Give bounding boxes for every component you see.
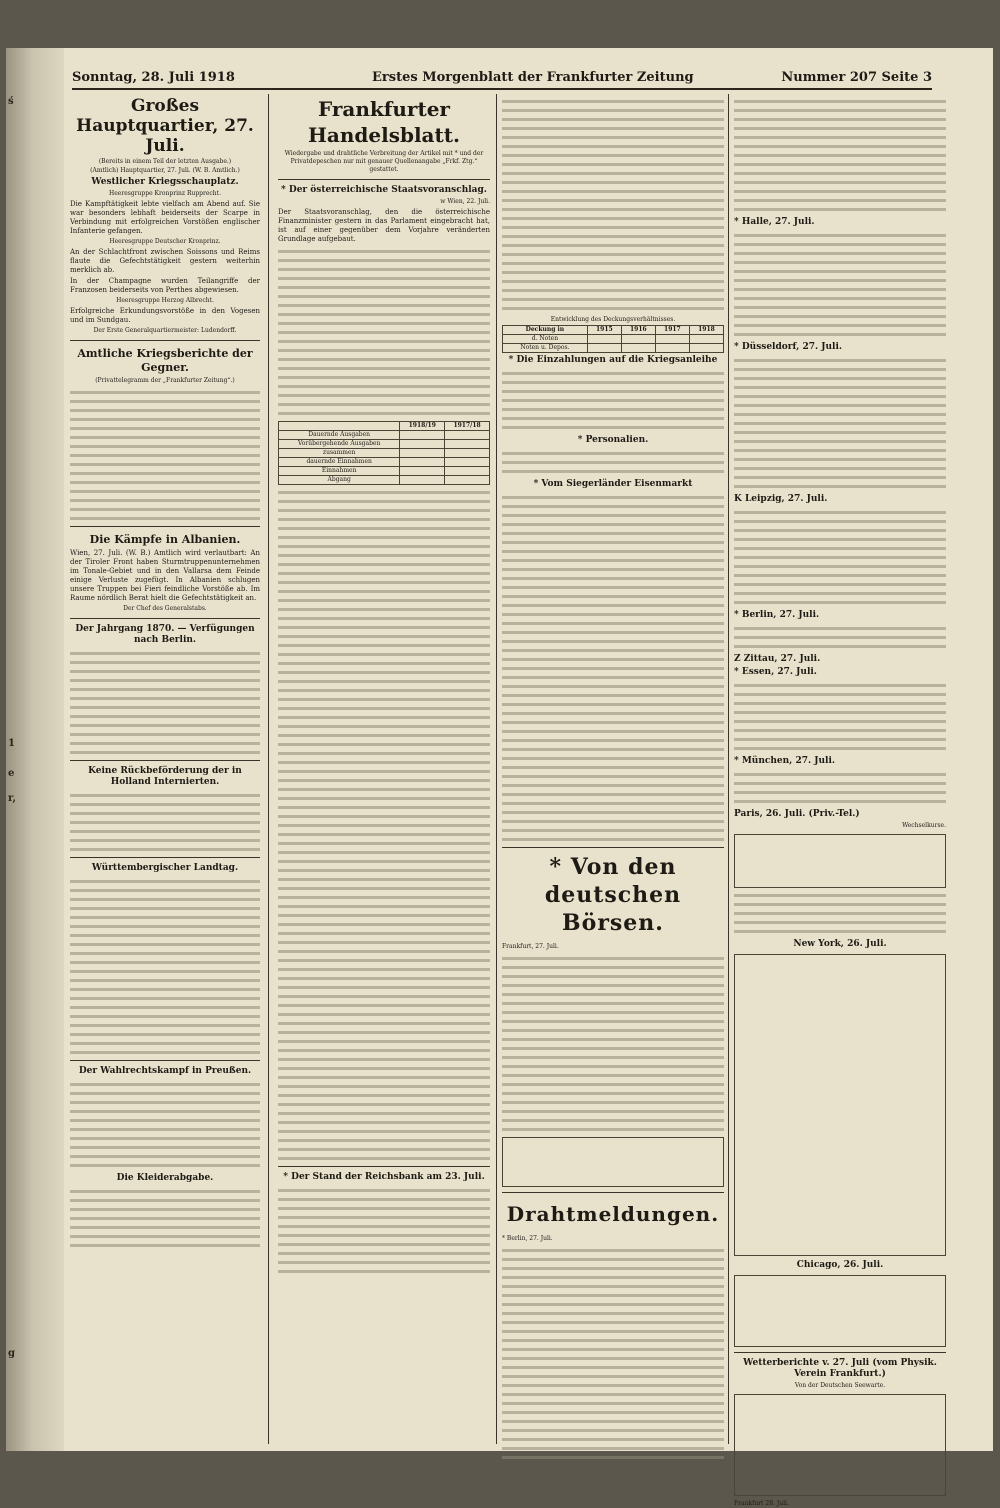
heading-berlin: * Berlin, 27. Juli.	[734, 610, 820, 620]
column-rule	[496, 94, 497, 1444]
signature: Der Erste Generalquartiermeister: Ludendorff.	[93, 327, 237, 334]
divider	[502, 847, 724, 848]
header-rule	[72, 88, 932, 90]
heading-holland: Keine Rückbeförderung der in Holland Internierten.	[88, 766, 242, 787]
table-row: Dauernde Ausgaben	[279, 431, 490, 440]
divider	[734, 1352, 946, 1353]
column-rule	[728, 94, 729, 1444]
report-paragraph: Die Kampftätigkeit lebte vielfach am Abend auf. Sie war besonders lebhaft beiderseits der Scarpe in Verbindung mit erfolgreichen Vorstößen englischer Infanterie gefangen.	[70, 200, 260, 235]
report-paragraph: Erfolgreiche Erkundungsvorstöße in den Vogesen und im Sundgau.	[70, 307, 260, 324]
divider	[70, 618, 260, 619]
text-block	[734, 684, 946, 750]
weather-table	[734, 1394, 946, 1496]
divider	[278, 179, 490, 180]
divider	[70, 526, 260, 527]
heading-newyork: New York, 26. Juli.	[793, 939, 887, 949]
article-paragraph: Der Staatsvoranschlag, den die österreichische Finanzminister gestern in das Parlament eingebracht hat, ist auf einer gegenüber dem Vorjahre veränderten Grundlage aufgebaut.	[278, 208, 490, 243]
text-block	[734, 234, 946, 336]
divider	[502, 1192, 724, 1193]
dateline: Frankfurt, 27. Juli.	[502, 943, 559, 950]
newspaper-page	[6, 48, 993, 1507]
subheading: (Privattelegramm der „Frankfurter Zeitung“.)	[95, 377, 235, 384]
heading-1870: Der Jahrgang 1870. — Verfügungen nach Berlin.	[75, 624, 255, 645]
dateline: w Wien, 22. Juli.	[440, 198, 490, 205]
divider	[70, 1060, 260, 1061]
heading-paris: Paris, 26. Juli. (Priv.-Tel.)	[734, 809, 860, 819]
heading-drahtmeldungen: Drahtmeldungen.	[506, 1202, 720, 1226]
heading-enemy-reports: Amtliche Kriegsberichte der Gegner.	[77, 347, 253, 374]
table-row: Vorübergehende Ausgaben	[279, 440, 490, 449]
text-block	[734, 894, 946, 933]
commodity-table	[734, 1275, 946, 1347]
spine-fragment: r,	[8, 793, 17, 804]
heading-chicago: Chicago, 26. Juli.	[796, 1260, 884, 1270]
spine-fragment: 1	[8, 738, 15, 749]
column-1	[70, 94, 260, 1444]
army-group: Heeresgruppe Kronprinz Rupprecht.	[109, 190, 221, 197]
text-block	[70, 880, 260, 1054]
source-line: (Amtlich) Hauptquartier, 27. Juli. (W. B. Amtlich.)	[90, 167, 240, 174]
heading-zittau: Z Zittau, 27. Juli.	[734, 654, 821, 664]
report-paragraph: Wien, 27. Juli. (W. B.) Amtlich wird verlautbart: An der Tiroler Front haben Sturmtruppenunternehmen im Tonale-Gebiet und in den Vallarsa dem Feinde einige Verluste zugefügt. In Albanien schlugen unsere Truppen bei Fieri feindliche Vorstöße ab. Im Raume nördlich Berat hielt die Gefechtstätigkeit an.	[70, 549, 260, 602]
text-block	[502, 100, 724, 310]
heading-wuerttemberg: Württembergischer Landtag.	[91, 863, 239, 873]
report-paragraph: In der Champagne wurden Teilangriffe der Franzosen beiderseits von Perthes abgewiesen.	[70, 277, 260, 294]
heading-albania: Die Kämpfe in Albanien.	[89, 533, 241, 546]
table-row: zusammen	[279, 449, 490, 458]
heading-essen: * Essen, 27. Juli.	[734, 667, 817, 677]
front-heading: Westlicher Kriegsschauplatz.	[91, 177, 239, 187]
text-block	[734, 100, 946, 211]
spine-fragment: ś	[8, 96, 14, 107]
text-block	[734, 359, 946, 488]
text-block	[734, 511, 946, 604]
table-row: dauernde Einnahmen	[279, 458, 490, 467]
subheading: (Bereits in einem Teil der letzten Ausgabe.)	[98, 158, 232, 165]
text-block	[502, 496, 724, 841]
text-block	[734, 627, 946, 648]
issue-date: Sonntag, 28. Juli 1918	[72, 70, 235, 85]
facing-page-edge	[6, 48, 64, 1451]
text-block	[70, 794, 260, 851]
label-wechselkurse: Wechselkurse.	[902, 822, 946, 829]
spine-fragment: e	[8, 768, 15, 779]
divider	[70, 857, 260, 858]
heading-budget: * Der österreichische Staatsvoranschlag.	[281, 185, 487, 195]
text-block	[70, 1190, 260, 1247]
text-block	[278, 250, 490, 415]
table-row: d. Noten	[503, 335, 724, 344]
text-block	[278, 1189, 490, 1273]
table-title: Entwicklung des Deckungsverhältnisses.	[550, 316, 676, 323]
paper-title: Erstes Morgenblatt der Frankfurter Zeitung	[372, 70, 694, 85]
table-row: Einnahmen	[279, 467, 490, 476]
heading-leipzig: K Leipzig, 27. Juli.	[734, 494, 828, 504]
text-block	[70, 652, 260, 754]
text-block	[70, 1083, 260, 1167]
heading-boersen: * Von den deutschen Börsen.	[544, 854, 682, 936]
headline-hauptquartier: Großes Hauptquartier, 27. Juli.	[76, 96, 254, 156]
table-row: Abgang	[279, 476, 490, 485]
reprint-note: Wiedergabe und drahtliche Verbreitung der Artikel mit * und der Privatdepeschen nur mit genauer Quellenangabe „Frkf. Ztg.“ gestattet.	[284, 150, 484, 173]
text-block	[734, 773, 946, 803]
table-header	[279, 422, 400, 431]
column-rule	[268, 94, 269, 1444]
text-block	[502, 1249, 724, 1459]
heading-reichsbank: * Der Stand der Reichsbank am 23. Juli.	[283, 1172, 485, 1182]
page-number: Nummer 207 Seite 3	[781, 70, 932, 85]
dateline: * Berlin, 27. Juli.	[502, 1235, 553, 1242]
stock-quote-table	[734, 954, 946, 1256]
heading-kleiderabgabe: Die Kleiderabgabe.	[116, 1173, 214, 1183]
page-header	[72, 70, 932, 88]
subheading-seewarte: Von der Deutschen Seewarte.	[794, 1382, 886, 1389]
table-header: 1918/19	[400, 422, 445, 431]
exchange-rates-table	[734, 834, 946, 888]
army-group: Heeresgruppe Herzog Albrecht.	[116, 297, 214, 304]
coverage-table: Deckung in 1915 1916 1917 1918 d. Noten Noten u. Depos.	[502, 325, 724, 353]
divider	[278, 1166, 490, 1167]
report-paragraph: An der Schlachtfront zwischen Soissons und Reims flaute die Gefechtstätigkeit gestern weiterhin merklich ab.	[70, 248, 260, 274]
budget-table	[278, 421, 490, 485]
heading-kriegsanleihe: * Die Einzahlungen auf die Kriegsanleihe	[508, 355, 718, 365]
exchange-rate-box	[502, 1137, 724, 1187]
column-4	[734, 94, 946, 1507]
text-block	[278, 491, 490, 1160]
signature: Der Chef des Generalstabs.	[123, 605, 207, 612]
heading-wahlrecht: Der Wahlrechtskampf in Preußen.	[78, 1066, 252, 1076]
heading-duesseldorf: * Düsseldorf, 27. Juli.	[734, 342, 843, 352]
spine-fragment: g	[8, 1348, 15, 1359]
table-row: Noten u. Depos.	[503, 344, 724, 353]
text-block	[502, 452, 724, 473]
table-header: 1917/18	[445, 422, 490, 431]
army-group: Heeresgruppe Deutscher Kronprinz.	[109, 238, 221, 245]
heading-halle: * Halle, 27. Juli.	[734, 217, 815, 227]
footer-line: Frankfurt 28. Juli.	[734, 1500, 789, 1507]
heading-muenchen: * München, 27. Juli.	[734, 756, 836, 766]
text-block	[502, 372, 724, 429]
divider	[70, 340, 260, 341]
column-2	[278, 94, 490, 1444]
heading-personalien: * Personalien.	[577, 435, 649, 445]
heading-siegerland: * Vom Siegerländer Eisenmarkt	[533, 479, 693, 489]
column-3	[502, 94, 724, 1444]
handelsblatt-masthead: Frankfurter Handelsblatt.	[308, 97, 460, 147]
divider	[70, 760, 260, 761]
text-block	[70, 391, 260, 520]
heading-wetterberichte: Wetterberichte v. 27. Juli (vom Physik. Verein Frankfurt.)	[743, 1358, 937, 1379]
text-block	[502, 957, 724, 1131]
